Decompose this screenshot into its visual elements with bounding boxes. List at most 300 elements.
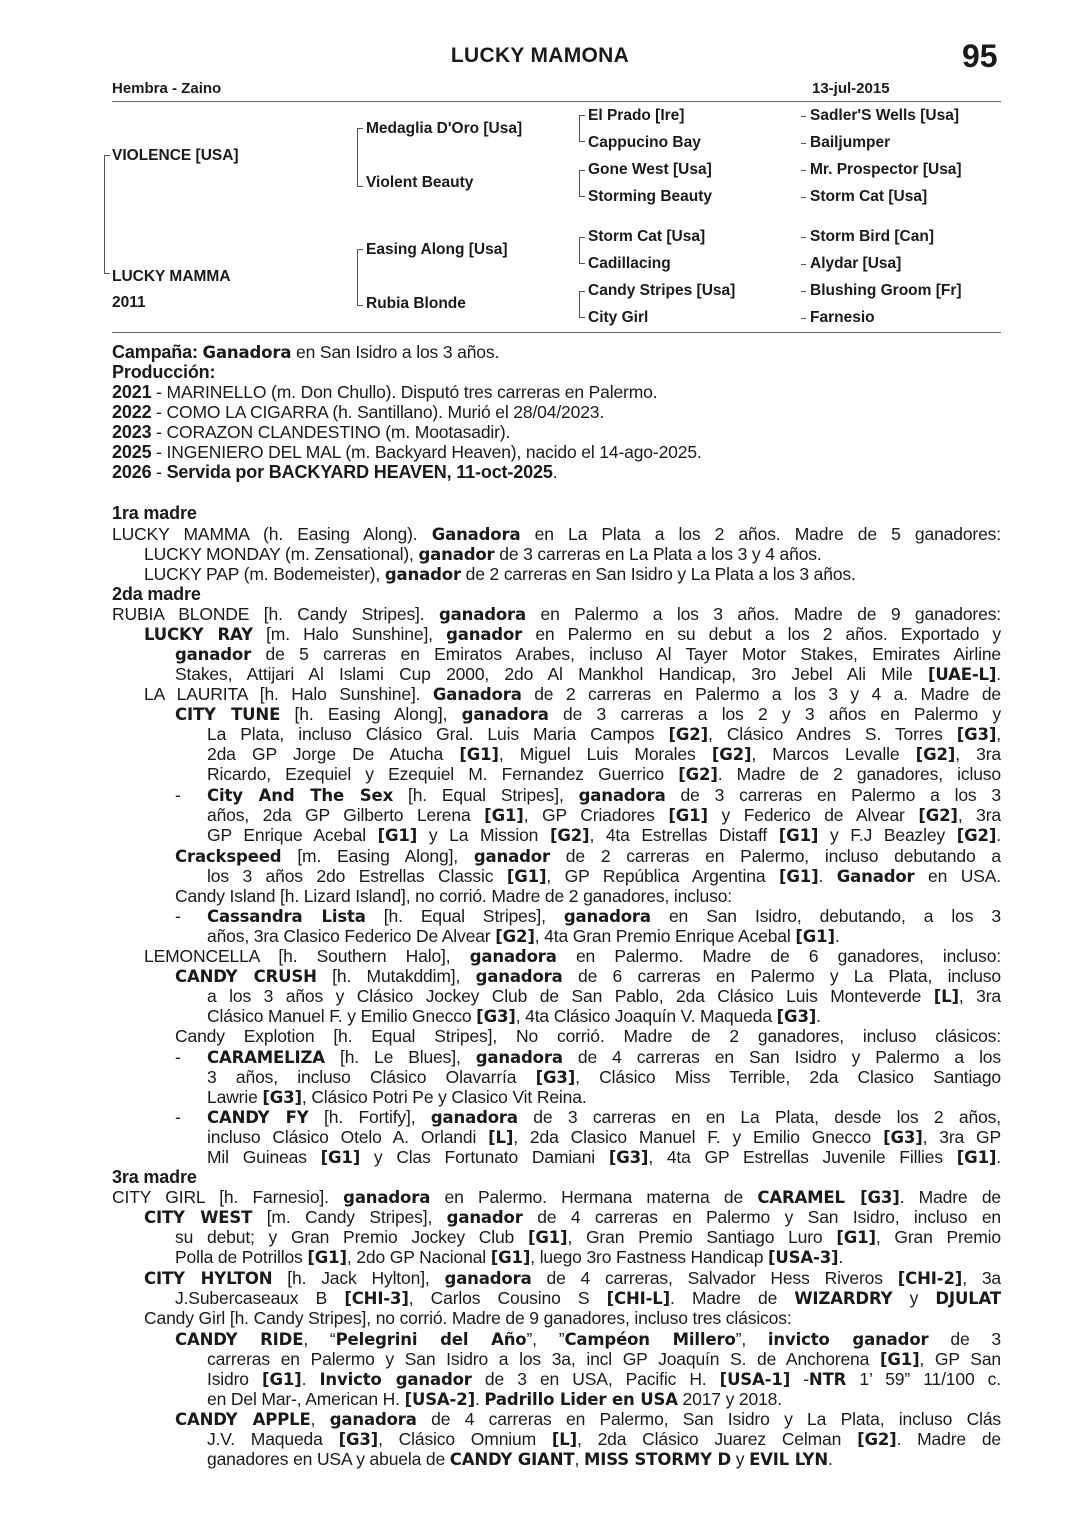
pedigree-g4-5: Storm Bird [Can] xyxy=(810,228,934,245)
bold-run: [G2] xyxy=(918,806,958,825)
text-run: , 4ta GP Estrellas Juvenile Fillies xyxy=(648,1147,957,1167)
text-line xyxy=(144,684,1001,704)
text-run: y F.J Beazley xyxy=(818,825,957,845)
bold-run: ganador xyxy=(446,1208,523,1227)
bracket-gen2 xyxy=(357,128,358,187)
text-run: . xyxy=(552,462,558,482)
bracket-gen3 xyxy=(579,170,580,197)
pedigree-g4-2: Bailjumper xyxy=(810,134,891,151)
text-run: . xyxy=(816,1006,821,1026)
bold-run: CANDY FY xyxy=(207,1108,309,1127)
text-line xyxy=(112,584,201,604)
text-line xyxy=(144,544,822,565)
bold-run: [G2] xyxy=(549,826,590,845)
text-run: . Madre de 2 ganadores, icluso xyxy=(717,764,1001,784)
pedigree-g2-2: Violent Beauty xyxy=(366,174,474,191)
text-run: de 4 carreras, Salvador Hess Riveros xyxy=(531,1268,898,1288)
bold-run: [G1] xyxy=(795,927,835,946)
text-run: y xyxy=(731,1449,750,1469)
text-run: de 2 carreras en Palermo a los 3 y 4 a. Madre de xyxy=(521,684,1001,704)
bracket-gen3 xyxy=(579,291,580,318)
bracket-gen2 xyxy=(357,249,358,306)
bold-run: [L] xyxy=(551,1430,578,1449)
bold-run: Campaña: xyxy=(112,342,198,362)
bracket-gen3 xyxy=(579,237,580,264)
text-run: LUCKY PAP (m. Bodemeister), xyxy=(144,564,385,584)
text-run: de 4 carreras en Palermo, San Isidro y La Plata, incluso Clás xyxy=(416,1409,1001,1429)
text-run: en USA. xyxy=(914,866,1001,886)
bold-run: CANDY RIDE xyxy=(175,1330,304,1349)
bracket-tick xyxy=(579,141,585,142)
text-line xyxy=(207,1369,1001,1389)
bold-run: CITY TUNE xyxy=(175,705,281,724)
bracket-gen1 xyxy=(104,155,105,274)
text-line xyxy=(207,1067,1001,1087)
text-run: . xyxy=(834,926,840,946)
text-line xyxy=(175,644,1001,664)
text-run: en San Isidro, debutando, a los 3 xyxy=(650,906,1001,926)
bold-run: ganador xyxy=(418,545,495,564)
text-run: [h. Le Blues], xyxy=(324,1047,476,1067)
text-line xyxy=(207,1349,1001,1369)
text-run: , xyxy=(574,1449,584,1469)
bracket-gen3 xyxy=(579,115,580,142)
text-run: . Madre de xyxy=(896,1429,1001,1449)
text-line xyxy=(207,1087,587,1108)
bold-run: Ganadora xyxy=(202,343,292,362)
text-run: Candy Explotion [h. Equal Stripes], No corrió. Madre de 2 ganadores, incluso clásicos: xyxy=(175,1026,1001,1046)
text-run: - CORAZON CLANDESTINO (m. Mootasadir). xyxy=(151,422,511,442)
text-run: en San Isidro a los 3 años. xyxy=(291,342,500,362)
text-line xyxy=(144,564,856,585)
bold-run: [G1] xyxy=(320,1148,361,1167)
bold-run: 2da madre xyxy=(112,584,201,604)
text-line xyxy=(207,825,1001,845)
text-run: Isidro xyxy=(207,1369,263,1389)
text-run: - MARINELLO (m. Don Chullo). Disputó tres carreras en Palermo. xyxy=(151,382,658,402)
text-run: , Clásico Omnium xyxy=(378,1429,552,1449)
bold-run: [USA-3] xyxy=(768,1248,839,1267)
text-line xyxy=(175,1329,1001,1349)
pedigree-g3-1: El Prado [Ire] xyxy=(588,107,685,124)
bracket-tick xyxy=(579,317,585,318)
bracket-tick xyxy=(579,115,585,116)
text-line xyxy=(207,926,840,947)
bold-run: [G2] xyxy=(668,725,709,744)
text-run: en Palermo a los 3 años. Madre de 9 ganadores: xyxy=(526,604,1001,624)
sex-coat: Hembra - Zaino xyxy=(112,80,222,97)
bold-run: 2026 xyxy=(112,462,152,482)
text-run: 2017 y 2018. xyxy=(677,1389,782,1409)
text-run: , GP Criadores xyxy=(523,805,669,825)
pedigree-g4-1: Sadler'S Wells [Usa] xyxy=(810,107,959,124)
text-run: , 3ra xyxy=(957,805,1001,825)
pedigree-g4-4: Storm Cat [Usa] xyxy=(810,188,928,205)
text-run: , Carlos Cousino S xyxy=(408,1288,607,1308)
text-run: La Plata, incluso Clásico Gral. Luis Maria Campos xyxy=(207,724,669,744)
text-run: , 3ra GP xyxy=(922,1127,1001,1147)
bold-run: [G3] xyxy=(956,725,997,744)
bold-run: ganadora xyxy=(563,907,651,926)
text-line xyxy=(207,764,1001,784)
text-line xyxy=(207,906,1001,926)
text-run: , GP República Argentina xyxy=(546,866,779,886)
text-line xyxy=(112,342,499,363)
bold-run: ganadora xyxy=(578,786,666,805)
text-line xyxy=(175,846,1001,866)
text-run: LUCKY MAMMA (h. Easing Along). xyxy=(112,524,432,544)
bold-run: ganadora xyxy=(475,967,563,986)
pedigree-g3-7: Candy Stripes [Usa] xyxy=(588,282,736,299)
text-run: [m. Halo Sunshine], xyxy=(252,624,447,644)
pedigree-dash xyxy=(801,291,806,292)
pedigree-dash xyxy=(801,170,806,171)
text-run: , Clásico Miss Terrible, 2da Clasico Santiago xyxy=(575,1067,1001,1087)
bold-run: ganadora xyxy=(343,1188,431,1207)
text-run: , 2da Clasico Manuel F. y Emilio Gnecco xyxy=(513,1127,884,1147)
text-line xyxy=(112,604,1001,624)
bold-run: [CHI-3] xyxy=(344,1289,409,1308)
text-run: . xyxy=(838,1247,844,1267)
text-run: , 3ra xyxy=(958,986,1001,1006)
bold-run: CITY WEST xyxy=(144,1208,253,1227)
text-run: , Gran Premio xyxy=(875,1227,1001,1247)
pedigree-dash xyxy=(801,237,806,238)
text-run: , xyxy=(996,724,1001,744)
pedigree-g3-2: Cappucino Bay xyxy=(588,134,701,151)
text-run: de 3 en USA, Pacific H. xyxy=(471,1369,720,1389)
text-line xyxy=(207,1429,1001,1449)
text-line xyxy=(112,1187,1001,1207)
bold-run: CANDY CRUSH xyxy=(175,967,317,986)
list-bullet: - xyxy=(175,906,181,926)
bold-run: [G1] xyxy=(459,745,499,764)
bold-run: [CHI-2] xyxy=(897,1269,963,1288)
bold-run: [G1] xyxy=(778,867,819,886)
bold-run: [G1] xyxy=(490,1248,531,1267)
text-run: , “ xyxy=(303,1329,336,1349)
text-line xyxy=(175,886,732,906)
text-run: de 2 carreras en Palermo, incluso debutando a xyxy=(549,846,1001,866)
bold-run: 3ra madre xyxy=(112,1167,197,1187)
text-run: a los 3 años y Clásico Jockey Club de San Pablo, 2da Clásico Luis Monteverde xyxy=(207,986,934,1006)
text-run: de 2 carreras en San Isidro y La Plata a los 3 años. xyxy=(460,564,856,584)
pedigree-g3-4: Storming Beauty xyxy=(588,188,713,205)
bold-run: [USA-1] xyxy=(719,1370,791,1389)
text-line xyxy=(175,1409,1001,1429)
bold-run: [G1] xyxy=(506,867,547,886)
bold-run: ganadora xyxy=(329,1410,417,1429)
bold-run: [G3] xyxy=(338,1430,379,1449)
bold-run: ganadora xyxy=(444,1269,532,1288)
text-run: Ricardo, Ezequiel y Ezequiel M. Fernandez Guerrico xyxy=(207,764,679,784)
bracket-tick xyxy=(579,196,585,197)
bold-run: invicto ganador xyxy=(767,1330,929,1349)
text-run: RUBIA BLONDE [h. Candy Stripes]. xyxy=(112,604,439,624)
text-run: , Miguel Luis Morales xyxy=(498,744,712,764)
text-run: de 3 xyxy=(928,1329,1001,1349)
bold-run: ganadora xyxy=(461,705,549,724)
text-run: , 3a xyxy=(962,1268,1001,1288)
text-line xyxy=(112,1167,197,1187)
bold-run: [G3] xyxy=(535,1068,576,1087)
text-run: en Palermo. Hermana materna de xyxy=(430,1187,758,1207)
bold-run: [G2] xyxy=(678,765,718,784)
bold-run: [CHI-L] xyxy=(606,1289,671,1308)
text-run: de 3 carreras en Palermo a los 3 xyxy=(665,785,1001,805)
text-run: [h. Fortify], xyxy=(308,1107,431,1127)
text-run: en Palermo. Madre de 6 ganadores, incluso: xyxy=(556,946,1001,966)
pedigree-g4-3: Mr. Prospector [Usa] xyxy=(810,161,962,178)
text-run: LUCKY MONDAY (m. Zensational), xyxy=(144,544,419,564)
bold-run: ganador xyxy=(175,645,252,664)
bracket-tick xyxy=(357,305,363,306)
text-run: ”, ” xyxy=(526,1329,565,1349)
text-line xyxy=(175,1227,1001,1247)
bold-run: [G1] xyxy=(527,1228,568,1247)
bold-run: [G3] xyxy=(608,1148,649,1167)
text-run: . xyxy=(828,1449,833,1469)
text-run: . xyxy=(996,664,1001,684)
bold-run: [G1] xyxy=(956,1148,997,1167)
bold-run: [G3] xyxy=(776,1007,817,1026)
text-run: , 3ra xyxy=(955,744,1001,764)
bold-run: 2025 xyxy=(112,442,152,462)
text-run: . xyxy=(996,1147,1001,1167)
text-line xyxy=(112,503,197,523)
bold-run: Crackspeed xyxy=(175,847,282,866)
text-run: [h. Jack Hylton], xyxy=(272,1268,445,1288)
pedigree-dash xyxy=(801,318,806,319)
bold-run: [G1] xyxy=(307,1248,347,1267)
bold-run: [L] xyxy=(488,1128,514,1147)
text-run: [m. Candy Stripes], xyxy=(252,1207,447,1227)
text-line xyxy=(112,402,604,422)
pedigree-dam-year: 2011 xyxy=(112,294,146,311)
text-run: ganadores en USA y abuela de xyxy=(207,1449,450,1469)
bold-run: [USA-2] xyxy=(404,1390,475,1409)
text-run: , Clásico Andres S. Torres xyxy=(708,724,957,744)
text-line xyxy=(144,946,1001,966)
text-run: - INGENIERO DEL MAL (m. Backyard Heaven), nacido el 14-ago-2025. xyxy=(151,442,702,462)
text-line xyxy=(112,462,557,482)
bold-run: CARAMEL [G3] xyxy=(757,1188,900,1207)
bracket-tick xyxy=(357,186,363,187)
bold-run: DJULAT xyxy=(935,1289,1001,1308)
bold-run: [G1] xyxy=(377,826,418,845)
text-run: años, 2da GP Gilberto Lerena xyxy=(207,805,485,825)
text-run: . xyxy=(996,825,1001,845)
text-run: y La Mission xyxy=(417,825,550,845)
bold-run: WIZARDRY xyxy=(794,1289,893,1308)
list-bullet: - xyxy=(175,1047,181,1067)
bold-run: [UAE-L] xyxy=(927,665,997,684)
bold-run: [G1] xyxy=(778,826,819,845)
bold-run: [G3] xyxy=(883,1128,923,1147)
text-run: y Clas Fortunato Damiani xyxy=(360,1147,609,1167)
divider-top xyxy=(112,101,1001,102)
text-line xyxy=(144,1268,1001,1288)
pedigree-g4-6: Alydar [Usa] xyxy=(810,255,902,272)
text-run: Candy Girl [h. Candy Stripes], no corrió. Madre de 9 ganadores, incluso tres clásicos: xyxy=(144,1308,792,1328)
birth-date: 13-jul-2015 xyxy=(812,80,890,97)
text-run: Candy Island [h. Lizard Island], no corrió. Madre de 2 ganadores, incluso: xyxy=(175,886,733,906)
text-run: [h. Equal Stripes], xyxy=(365,906,564,926)
bold-run: 1ra madre xyxy=(112,503,197,523)
bold-run: City And The Sex xyxy=(207,786,394,805)
text-run: J.Subercaseaux B xyxy=(175,1288,345,1308)
text-run: [h. Mutakddim], xyxy=(316,966,476,986)
text-run: de 4 carreras en Palermo y San Isidro, incluso en xyxy=(522,1207,1001,1227)
bold-run: Producción: xyxy=(112,362,216,382)
bold-run: [G3] xyxy=(262,1088,302,1107)
text-run: , 2da Clásico Juarez Celman xyxy=(577,1429,858,1449)
text-line xyxy=(175,704,1001,724)
text-run: Lawrie xyxy=(207,1087,263,1107)
text-run: de 3 carreras en La Plata a los 3 y 4 años. xyxy=(494,544,822,564)
text-run: los 3 años 2do Estrellas Classic xyxy=(207,866,507,886)
bold-run: CITY HYLTON xyxy=(144,1269,273,1288)
text-run: Clásico Manuel F. y Emilio Gnecco xyxy=(207,1006,477,1026)
text-line xyxy=(144,1207,1001,1227)
pedigree-dash xyxy=(801,143,806,144)
bold-run: 2022 xyxy=(112,402,152,422)
bold-run: CARAMELIZA xyxy=(207,1048,325,1067)
text-run: de 3 carreras en en La Plata, desde los 2 años, xyxy=(517,1107,1001,1127)
pedigree-sire: VIOLENCE [USA] xyxy=(112,147,239,164)
text-line xyxy=(144,1308,792,1328)
bold-run: ganador xyxy=(446,625,523,644)
text-line xyxy=(112,362,215,382)
text-run: de 5 carreras en Emiratos Arabes, incluso Al Tayer Motor Stakes, Emirates Airline xyxy=(251,644,1001,664)
text-run: de 4 carreras en San Isidro y Palermo a los xyxy=(562,1047,1001,1067)
text-line xyxy=(207,1127,1001,1147)
text-run: y Federico de Alvear xyxy=(707,805,919,825)
bracket-tick xyxy=(357,128,363,129)
list-bullet: - xyxy=(175,1107,181,1127)
text-run: . xyxy=(474,1389,485,1409)
text-line xyxy=(207,986,1001,1006)
text-run: - COMO LA CIGARRA (h. Santillano). Murió el 28/04/2023. xyxy=(151,402,605,422)
text-line xyxy=(175,966,1001,986)
text-run: J.V. Maqueda xyxy=(207,1429,339,1449)
bold-run: [G1] xyxy=(668,806,708,825)
text-run: carreras en Palermo y San Isidro a los 3a, incl GP Joaquín S. de Anchorena xyxy=(207,1349,880,1369)
bold-run: [G2] xyxy=(857,1430,897,1449)
text-line xyxy=(175,1288,1001,1308)
bold-run: MISS STORMY D xyxy=(583,1450,732,1469)
bracket-tick xyxy=(579,291,585,292)
text-run: ”, xyxy=(735,1329,768,1349)
bold-run: Ganador xyxy=(836,867,915,886)
text-run: , GP San xyxy=(919,1349,1001,1369)
text-run: Stakes, Attijari Al Islami Cup 2000, 2do Al Mankhol Handicap, 3ro Jebel Ali Mile xyxy=(175,664,928,684)
text-line xyxy=(207,744,1001,764)
bold-run: [L] xyxy=(933,987,959,1006)
text-run: [h. Easing Along], xyxy=(280,704,462,724)
bold-run: EVIL LYN xyxy=(749,1450,829,1469)
text-line xyxy=(112,382,657,402)
pedigree-g3-5: Storm Cat [Usa] xyxy=(588,228,706,245)
bold-run: Servida por BACKYARD HEAVEN, 11-oct-2025 xyxy=(166,462,553,482)
text-run: años, 3ra Clasico Federico De Alvear xyxy=(207,926,496,946)
text-line xyxy=(207,1107,1001,1127)
text-run: LEMONCELLA [h. Southern Halo], xyxy=(144,946,470,966)
pedigree-dam: LUCKY MAMMA xyxy=(112,268,231,285)
pedigree-dash xyxy=(801,116,806,117)
text-run: de 3 carreras a los 2 y 3 años en Palermo y xyxy=(548,704,1001,724)
text-run: . Madre de xyxy=(670,1288,795,1308)
pedigree-dash xyxy=(801,264,806,265)
text-run: - xyxy=(790,1369,809,1389)
bold-run: [G2] xyxy=(956,826,997,845)
bracket-tick xyxy=(579,263,585,264)
bold-run: CANDY APPLE xyxy=(175,1410,311,1429)
text-line xyxy=(207,1047,1001,1067)
text-run: 1’ 59” 11/100 c. xyxy=(846,1369,1001,1389)
bold-run: Padrillo Lider en USA xyxy=(484,1390,678,1409)
page-number: 95 xyxy=(962,38,998,74)
text-run: Polla de Potrillos xyxy=(175,1247,308,1267)
pedigree-g3-3: Gone West [Usa] xyxy=(588,161,712,178)
pedigree-g3-6: Cadillacing xyxy=(588,255,671,272)
text-line xyxy=(207,1449,833,1470)
text-run: . xyxy=(301,1369,320,1389)
bracket-tick xyxy=(104,273,110,274)
text-line xyxy=(175,664,1001,684)
bold-run: 2021 xyxy=(112,382,152,402)
divider-bottom xyxy=(112,332,1001,333)
bold-run: NTR xyxy=(808,1370,847,1389)
text-run: 2da GP Jorge De Atucha xyxy=(207,744,460,764)
text-run: , 4ta Estrellas Distaff xyxy=(589,825,779,845)
text-run: CITY GIRL [h. Farnesio]. xyxy=(112,1187,344,1207)
bold-run: ganadora xyxy=(475,1048,563,1067)
bold-run: Campéon Millero xyxy=(564,1330,736,1349)
pedigree-g3-8: City Girl xyxy=(588,309,649,326)
text-run: , 4ta Gran Premio Enrique Acebal xyxy=(534,926,796,946)
bold-run: LUCKY RAY xyxy=(144,625,253,644)
text-run: en Palermo en su debut a los 2 años. Exportado y xyxy=(522,624,1001,644)
text-run: [m. Easing Along], xyxy=(281,846,474,866)
bold-run: [G2] xyxy=(495,927,535,946)
pedigree-g2-3: Easing Along [Usa] xyxy=(366,241,508,258)
text-run: GP Enrique Acebal xyxy=(207,825,378,845)
bold-run: ganadora xyxy=(430,1108,518,1127)
bracket-tick xyxy=(579,170,585,171)
bold-run: ganador xyxy=(473,847,550,866)
text-line xyxy=(207,1147,1001,1167)
text-line xyxy=(175,1247,843,1268)
text-run: , luego 3ro Fastness Handicap xyxy=(530,1247,768,1267)
pedigree-g2-4: Rubia Blonde xyxy=(366,295,466,312)
text-run: 3 años, incluso Clásico Olavarría xyxy=(207,1067,536,1087)
bold-run: ganadora xyxy=(438,605,527,624)
text-run: [h. Equal Stripes], xyxy=(393,785,579,805)
text-line xyxy=(207,1006,821,1027)
text-run: LA LAURITA [h. Halo Sunshine]. xyxy=(144,684,433,704)
text-run: incluso Clásico Otelo A. Orlandi xyxy=(207,1127,489,1147)
text-run: , 4ta Clásico Joaquín V. Maqueda xyxy=(515,1006,777,1026)
text-line xyxy=(207,785,1001,805)
list-bullet: - xyxy=(175,785,181,805)
text-run: , 2do GP Nacional xyxy=(346,1247,491,1267)
bold-run: [G1] xyxy=(836,1228,876,1247)
bracket-tick xyxy=(357,249,363,250)
pedigree-g4-8: Farnesio xyxy=(810,309,875,326)
bold-run: CANDY GIANT xyxy=(449,1450,575,1469)
pedigree-dash xyxy=(801,197,806,198)
